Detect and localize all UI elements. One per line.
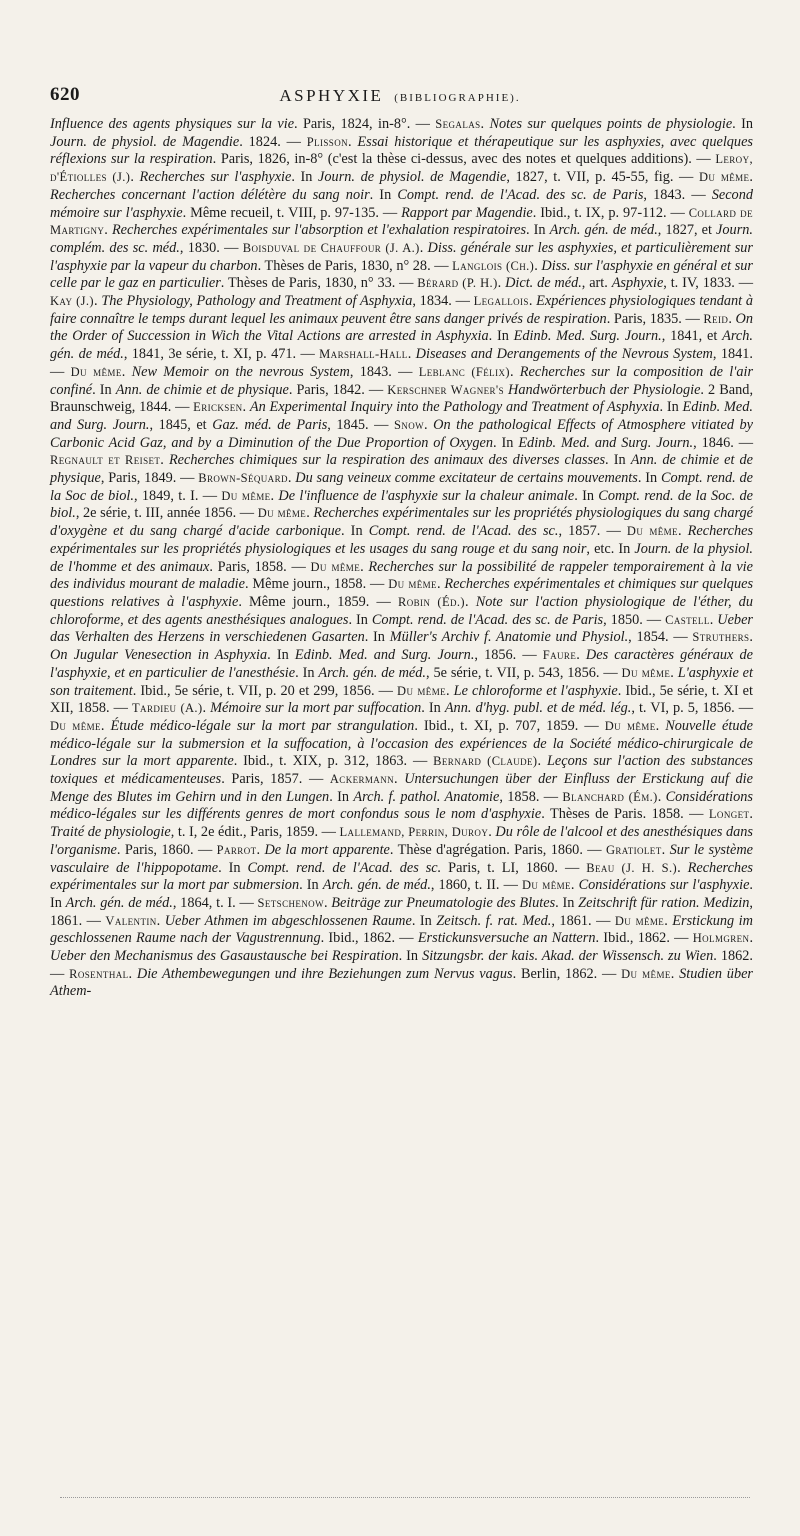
citation-text: . [419,239,428,256]
citation-text: . Ibid., 5e série, t. XI et XII, 1858. — [50,682,753,717]
citation-text: . In [488,328,514,345]
citation-text: . Paris, 1860. — [116,841,217,858]
running-head [50,84,750,110]
work-title: Journ. de physiol. de Magendie [318,169,507,186]
author-name: Valentin [105,913,157,928]
citation-text: , 1858. — [499,788,563,805]
citation-text: , 1846. — [693,434,754,451]
citation-text: . [664,912,673,929]
citation-text: . In [348,611,372,628]
citation-text: . In [267,647,295,664]
work-title: Recherches expérimentales et chimiques sur quelques questions relatives à l'asphyxie [50,576,754,610]
work-title: Influence des agents physiques sur la vie [50,116,295,132]
citation-text: . [661,841,670,858]
work-title: Diss. sur l'asphyxie en général et sur celle par le gaz en particulier [50,257,753,292]
citation-text: , 1854. — [628,629,693,646]
work-title: Compt. rend. de l'Acad. des sc. de Paris [397,186,644,203]
citation-text: . In [732,116,753,132]
citation-text: . [464,593,476,610]
citation-text: . [749,930,754,947]
citation-text: . Paris, 1842. — [288,381,388,398]
work-title: Du rôle de l'alcool et des anesthésiques dans l'organisme [50,824,753,858]
work-title: New Memoir on the nevrous System [131,363,350,380]
author-name: Brown-Séquard [198,471,288,486]
work-title: Arch. f. pathol. Anatomie [353,788,500,805]
work-title: Considérations sur l'asphyxie [578,877,750,894]
work-title: Recherches sur la composition de l'air confiné [50,363,754,398]
author-name: Kerschner Wagner's [387,382,504,397]
citation-text: , t. VI, p. 5, 1856. — [631,700,753,717]
citation-text: . [242,399,250,416]
author-name: Setschenow [257,895,324,910]
work-title: Ann. de chimie et de physique [50,452,753,487]
author-name: Du même [50,718,101,733]
citation-text: . Paris, 1824, in-8°. — [294,116,436,132]
work-title: Recherches expérimentales sur la mort par submersion [50,859,753,894]
work-title: Recherches sur l'asphyxie [139,169,292,186]
citation-text: . [100,717,111,734]
work-title: Du sang veineux comme excitateur de certains mouvements [295,470,638,487]
work-title: Notes sur quelques points de physiologie [489,116,733,132]
work-title: Ueber Athmen im abgeschlossenen Raume [164,912,412,929]
author-name: Boisduval de Chauffour (J. A.) [242,240,420,255]
citation-text: . [537,753,547,770]
citation-text: . [709,611,718,628]
work-title: Ann. d'hyg. publ. et de méd. lég. [444,700,632,717]
citation-text: . In [92,381,116,398]
work-title: Considérations médico-légales sur les différents genres de mort confondus sous le nom d'asphyxie [50,788,753,823]
author-name: Du même [221,488,271,503]
citation-text: . Même recueil, t. VIII, p. 97-135. — [182,204,402,221]
work-title: Compt. rend. de la Soc de biol. [50,470,753,504]
author-name: Du même [397,683,447,698]
citation-text: . [655,717,666,734]
work-title: Recherches expérimentales sur les propriétés physiologiques et les usages du sang rouge et du sang noir [50,523,754,557]
citation-text: . In [364,629,390,646]
author-name: Ericksen [193,400,243,415]
citation-text: , 1856. — [474,647,543,664]
author-name: Plisson [306,134,349,149]
work-title: Gaz. méd. de Paris [212,416,328,433]
work-title: On the pathological Effects of Atmosphere vitiated by Carbonic Acid Gaz, and by a Diminution of the Due Proportion of Oxygen [50,416,754,451]
citation-text: . Thèses de Paris. 1858. — [541,806,709,823]
work-title: Le chloroforme et l'asphyxie [453,682,618,699]
citation-text: . [287,470,296,487]
author-name: Du même [604,718,656,733]
work-title: Des caractères généraux de l'asphyxie, et en particulier de l'anesthésie [50,647,753,681]
citation-text: , t. I, 2e édit., Paris, 1859. — [170,824,340,841]
work-title: Dict. de méd. [505,275,582,292]
citation-text: . Ibid., 1862. — [320,930,418,947]
citation-text: . [424,416,434,433]
work-title: Ann. de chimie et de physique [115,381,289,398]
author-name: Kay (J.) [50,294,94,309]
citation-text: . [570,877,579,894]
citation-text: . [128,965,137,982]
citation-text: , 1845. — [327,416,394,433]
work-title: An Experimental Inquiry into the Pathology and Treatment of Asphyxia [249,399,660,416]
citation-text: . Ibid., t. XI, p. 707, 1859. — [414,717,605,734]
author-name: Legallois [473,294,529,309]
work-title: Compt. rend. de l'Acad. des sc. [247,859,442,876]
citation-text: . In [291,169,319,186]
citation-text: , 1864, t. I. — [172,894,258,911]
author-name: Du même [70,364,122,379]
citation-text: , 1830. — [179,239,243,256]
citation-text: . Paris, 1858. — [209,558,311,575]
work-title: Recherches expérimentales sur les propriétés physiologiques du sang chargé d'oxygène et du sang chargé d'acide carbonique [50,505,753,540]
work-title: Journ. de physiol. de Magendie [50,133,240,150]
work-title: De la mort apparente [264,841,390,858]
citation-text: . [749,169,753,186]
author-name: Struthers [692,630,750,645]
citation-text: . [256,841,265,858]
author-name: Du même [310,559,361,574]
work-title: Beiträge zur Pneumatologie des Blutes [331,894,556,911]
citation-text: . [509,363,520,380]
citation-text: . [497,275,506,292]
citation-text: , 1857. — [558,523,627,540]
citation-text: , t. IV, 1833. — [663,275,753,292]
citation-text: . [407,346,416,363]
citation-text: . Thèses de Paris, 1830, n° 28. — [257,257,453,274]
citation-text: . [121,363,132,380]
citation-text: . In [637,470,661,487]
citation-text: . [728,310,736,327]
citation-text: . [306,505,314,522]
citation-text: . Ibid., 1862. — [595,930,693,947]
citation-text: . [360,558,369,575]
author-name: Du même [626,524,678,539]
author-name: Du même [388,577,437,592]
work-title: Zeitschrift für ration. Medizin [578,894,750,911]
work-title: Recherches concernant l'action délétère du sang noir [50,186,370,203]
citation-text: , 1843. — [349,363,419,380]
author-name: Gratiolet [605,842,662,857]
work-title: Arch. gén. de méd. [322,877,431,894]
page-number: 620 [50,84,80,105]
work-title: Compt. rend. de l'Acad. des sc. de Paris [371,611,604,628]
citation-text: . 1862. — [50,948,753,982]
author-name: Blanchard (Ém.) [562,789,658,804]
citation-text: . 1824. — [239,133,307,150]
work-title: Zeitsch. f. rat. Med. [436,912,552,929]
citation-text: . [657,788,666,805]
citation-text: . [130,169,140,186]
citation-text: . Ibid., 5e série, t. VII, p. 20 et 299, 1856. — [132,682,398,699]
citation-text: . In [218,859,248,876]
work-title: Recherches expérimentales sur l'absorption et l'exhalation respiratoires [111,222,527,239]
work-title: Recherches sur la possibilité de rappeler temporairement à la vie des individus mourant de maladie [50,558,753,593]
citation-text: . [528,293,537,310]
work-title: Ueber den Mechanismus des Gasaustausche bei Respiration [50,948,399,965]
work-title: Untersuchungen über der Einfluss der Erstickung auf die Menge des Blutes im Gehirn und in den Lungen [50,771,753,805]
work-title: Sitzungsbr. der kais. Akad. der Wissensch. zu Wien [422,948,714,965]
author-name: Bernard (Claude) [433,754,538,769]
work-title: Ueber das Verhalten des Herzens in verschiedenen Gasarten [50,611,753,646]
citation-text: , Paris, 1849. — [100,470,199,487]
bibliography-body [50,116,753,1001]
citation-text: . [670,664,678,681]
citation-text: . In [574,487,599,504]
author-name: Leblanc (Félix) [418,364,510,379]
citation-text: . [94,293,102,310]
citation-text: . [749,629,753,646]
citation-text: . [156,912,165,929]
author-name: Bérard (P. H.) [417,276,498,291]
citation-text: . Ibid., t. IX, p. 97-112. — [532,204,689,221]
citation-text: . [677,859,688,876]
citation-text: . Ibid., t. XIX, p. 312, 1863. — [233,753,434,770]
citation-text: . Thèse d'agrégation. Paris, 1860. — [389,841,606,858]
work-title: Mémoire sur la mort par suffocation [210,700,422,717]
author-name: Du même [521,878,571,893]
author-name: Segalas [435,117,481,131]
work-title: Asphyxie [611,275,664,292]
citation-text: . [488,824,496,841]
work-title: Recherches chimiques sur la respiration des animaux des diverses classes [168,452,606,469]
author-name: Holmgren [692,931,750,946]
citation-text: . [394,771,405,788]
citation-text: , 1849, t. I. — [133,487,222,504]
citation-text: , 1850. — [603,611,666,628]
citation-text: . [348,133,358,150]
citation-text: , 1827, t. VII, p. 45-55, fig. — [506,169,699,186]
citation-text: . Thèses de Paris, 1830, n° 33. — [220,275,418,292]
author-name: Lallemand, Perrin, Duroy [339,825,489,840]
work-title: Nouvelle étude médico-légale sur la submersion et la suffocation, à l'occasion des expériences de la Société médico-chirurgicale de Londres sur la mort apparente [50,717,754,770]
work-title: L'asphyxie et son traitement [50,664,753,699]
work-title: Die Athembewegungen und ihre Beziehungen zum Nervus vagus [136,965,513,982]
author-name: Faure [542,648,577,663]
citation-text: . [749,806,753,823]
work-title: On Jugular Venesection in Asphyxia [50,647,268,664]
author-name: Du même [621,966,671,981]
author-name: Du même [257,506,307,521]
author-name: Parrot [216,842,257,857]
author-name: Tardieu (A.) [132,701,203,716]
citation-text: , 1841. — [50,346,753,380]
citation-text: . In [50,877,753,911]
citation-text: . 2 Band, Braunschweig, 1844. — [50,381,754,416]
footer-dotted-rule [60,1497,750,1498]
citation-text: , 1834. — [412,293,474,310]
work-title: Compt. rend. de l'Acad. des sc. [368,523,559,540]
work-title: Sur le système vasculaire de l'hippopotame [50,841,753,876]
citation-text: , etc. In [586,540,635,557]
citation-text: . [677,523,688,540]
work-title: Müller's Archiv f. Anatomie und Physiol. [389,629,629,646]
section-subtitle: (BIBLIOGRAPHIE). [394,92,521,104]
work-title: Edinb. Med. and Surg. Journ. [294,647,475,664]
citation-text: . Paris, 1835. — [606,310,704,327]
work-title: Edinb. Med. and Surg. Journ. [50,399,753,433]
citation-text: . [436,576,445,593]
citation-text: . Même journ., 1858. — [244,576,389,593]
citation-text: , art. [581,275,612,292]
citation-text: Paris, t. LI, 1860. — [441,859,587,876]
citation-text: , 1841, 3e série, t. XI, p. 471. — [123,346,320,363]
author-name: Castell [665,612,710,627]
citation-text: . [160,452,169,469]
citation-text: . [104,222,112,239]
citation-text: . [270,487,279,504]
author-name: Rosenthal [69,966,129,981]
work-title: The Physiology, Pathology and Treatment of Asphyxia [101,293,413,310]
citation-text: , 2e série, t. III, année 1856. — [75,505,258,522]
work-title: De l'influence de l'asphyxie sur la chaleur animale [278,487,575,504]
work-title: Studien über Athem- [50,965,753,1000]
author-name: Du même [614,913,665,928]
citation-text: . Paris, 1826, in-8° (c'est la thèse ci-dessus, avec des notes et quelques additions). — [212,151,716,168]
work-title: Second mémoire sur l'asphyxie [50,186,754,221]
citation-text: , 1827, et [657,222,717,239]
citation-text: . In [295,664,319,681]
author-name: Robin (Éd.) [397,594,465,609]
work-title: On the Order of Succession in Wich the Vital Actions are arrested in Asphyxia [50,310,754,345]
citation-text: , 1861. — [50,894,753,929]
author-name: Longet [708,807,750,822]
bibliography-paragraph [50,116,753,1001]
author-name: Du même [698,170,750,185]
work-title: Edinb. Med. Surg. Journ. [513,328,662,345]
author-name: Collard de Martigny [50,205,753,238]
work-title: Compt. rend. de la Soc. de biol. [50,487,754,522]
author-name: Marshall-Hall [319,347,408,362]
author-name: Beau (J. H. S.) [586,860,678,875]
work-title: Journ. de la physiol. de l'homme et des animaux [50,540,753,575]
citation-text: , 1861. — [551,912,615,929]
citation-text: . In [369,186,398,203]
citation-text: . [323,894,332,911]
work-title: Diss. générale sur les asphyxies, et particulièrement sur l'asphyxie par la vapeur du charbon [50,239,754,274]
citation-text: . In [299,877,323,894]
running-title [50,86,750,106]
citation-text: , 1860, t. II. — [430,877,522,894]
citation-text: . In [659,399,683,416]
citation-text: . In [421,700,445,717]
work-title: Essai historique et thérapeutique sur les asphyxies, avec quelques réflexions sur la respiration [50,133,753,168]
citation-text: . In [329,788,354,805]
citation-text: . [202,700,211,717]
work-title: Handwörterbuch der Physiologie [508,381,701,398]
citation-text: . In [398,948,423,965]
work-title: Leçons sur l'action des substances toxiques et médicamenteuses [50,753,753,788]
citation-text: . [534,257,542,274]
citation-text: . In [526,222,550,239]
citation-text: . [446,682,454,699]
work-title: Edinb. Med. and Surg. Journ. [518,434,694,451]
work-title: Note sur l'action physiologique de l'éther, du chloroforme, et des agents anesthésiques analogues [50,593,753,628]
work-title: Diseases and Derangements of the Nevrous System [415,346,713,363]
work-title: Expériences physiologiques tendant à faire connaître le temps durant lequel les animaux peuvent être sans danger privés de respiration [50,293,754,327]
citation-text: . In [340,523,369,540]
work-title: Arch. gén. de méd. [50,328,753,363]
citation-text: . Même journ., 1859. — [238,593,398,610]
citation-text: , 1845, et [149,416,213,433]
citation-text: . In [605,452,631,469]
citation-text: . [576,647,586,664]
citation-text: . [480,116,490,132]
citation-text: . In [411,912,437,929]
author-name: Ackermann [329,772,394,787]
work-title: Traité de physiologie [50,824,171,841]
citation-text: . [670,965,680,982]
author-name: Regnault et Reiset [50,453,161,468]
work-title: Erstickung im geschlossenen Raume nach der Vagustrennung [50,912,753,947]
work-title: Rapport par Magendie [401,204,533,221]
citation-text: . Berlin, 1862. — [512,965,622,982]
work-title: Étude médico-légale sur la mort par strangulation [110,717,415,734]
citation-text: , 5e série, t. VII, p. 543, 1856. — [425,664,622,681]
work-title: Erstickunsversuche an Nattern [417,930,596,947]
work-title: Arch. gén. de méd. [549,222,658,239]
author-name: Leroy, d'Étiolles (J.) [50,152,753,185]
citation-text: . In [493,434,519,451]
work-title: Journ. complém. des sc. méd. [50,222,753,256]
author-name: Langlois (Ch.) [452,258,535,273]
work-title: Arch. gén. de méd. [318,664,426,681]
citation-text: . In [555,894,579,911]
author-name: Du même [621,665,671,680]
citation-text: , 1841, et [661,328,723,345]
citation-text: . Paris, 1857. — [221,771,330,788]
section-title: ASPHYXIE [279,86,384,105]
author-name: Reid [703,311,729,326]
citation-text: , 1843. — [643,186,712,203]
author-name: Snow [393,417,424,432]
work-title: Arch. gén. de méd. [65,894,173,911]
